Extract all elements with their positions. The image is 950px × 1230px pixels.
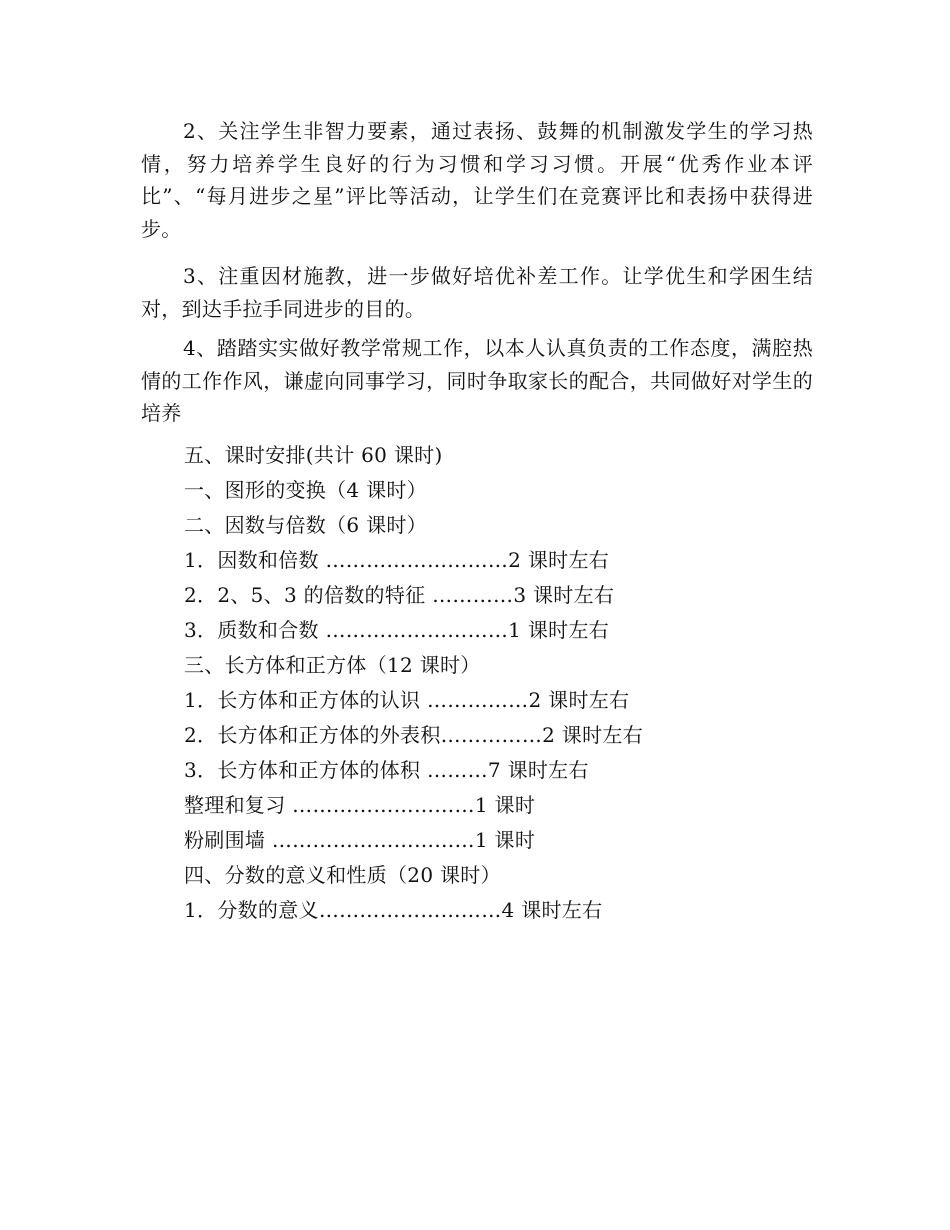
- unit-2-heading: 二、因数与倍数（6 课时）: [184, 513, 427, 537]
- unit-1-heading: 一、图形的变换（4 课时）: [184, 478, 427, 502]
- unit-3-painting-wall: 粉刷围墙 …………………………1 课时: [184, 828, 536, 852]
- unit-2-item-3: 3．质数和合数 ………………………1 课时左右: [184, 618, 610, 642]
- unit-4-item-1: 1．分数的意义………………………4 课时左右: [184, 898, 603, 922]
- unit-2-item-2: 2．2、5、3 的倍数的特征 …………3 课时左右: [184, 583, 615, 607]
- unit-3-heading: 三、长方体和正方体（12 课时）: [184, 653, 481, 677]
- unit-3-item-2: 2．长方体和正方体的外表积……………2 课时左右: [184, 723, 644, 747]
- unit-4-heading: 四、分数的意义和性质（20 课时）: [184, 863, 501, 887]
- unit-2-item-1: 1．因数和倍数 ………………………2 课时左右: [184, 548, 610, 572]
- paragraph-nonintellectual-factors: 2、关注学生非智力要素，通过表扬、鼓舞的机制激发学生的学习热情，努力培养学生良好的行为习惯和学习习惯。开展“优秀作业本评比”、“每月进步之星”评比等活动，让学生们在竞赛评比和表扬中获得进步。: [141, 119, 813, 241]
- schedule-heading: 五、课时安排(共计 60 课时): [184, 443, 443, 467]
- unit-3-item-3: 3．长方体和正方体的体积 ………7 课时左右: [184, 758, 589, 782]
- paragraph-individualized-teaching: 3、注重因材施教，进一步做好培优补差工作。让学优生和学困生结对，到达手拉手同进步的目的。: [141, 264, 813, 321]
- unit-3-item-1: 1．长方体和正方体的认识 ……………2 课时左右: [184, 688, 630, 712]
- unit-3-review: 整理和复习 ………………………1 课时: [184, 793, 536, 817]
- paragraph-teaching-routine: 4、踏踏实实做好教学常规工作，以本人认真负责的工作态度，满腔热情的工作作风，谦虚向同事学习，同时争取家长的配合，共同做好对学生的培养: [141, 336, 813, 425]
